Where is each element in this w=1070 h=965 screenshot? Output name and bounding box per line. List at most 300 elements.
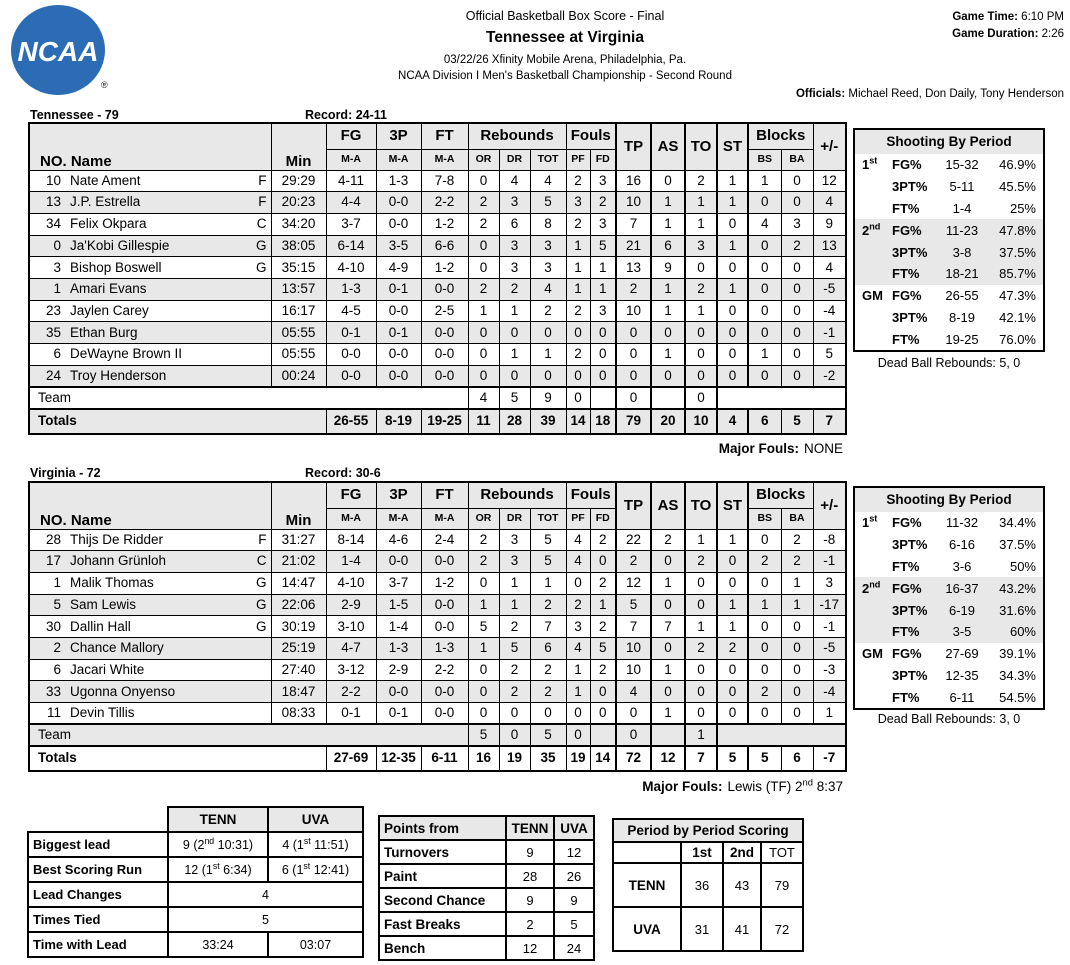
stat-min: 20:23 (271, 192, 326, 214)
player-position: F (258, 194, 267, 210)
stat-tot: 5 (530, 529, 566, 551)
totals-stat-tp: 79 (616, 409, 651, 434)
stat-ba: 2 (781, 551, 813, 573)
stat-pf: 3 (566, 192, 590, 214)
stat-ba: 0 (781, 365, 813, 387)
subheader-ba: BA (781, 508, 813, 529)
shooting-made-attempted: 3-8 (952, 244, 972, 260)
table-row (379, 912, 594, 936)
stat-min: 38:05 (271, 235, 326, 257)
stat-dr: 0 (499, 703, 530, 725)
subheader-tot: TOT (530, 508, 566, 529)
shooting-stat-label: FT% (892, 689, 920, 705)
shooting-title: Shooting By Period (855, 130, 1043, 154)
team-stat-pf: 0 (566, 387, 590, 409)
stat-pm: 9 (813, 213, 846, 235)
team-stat-fd (590, 724, 616, 746)
stat-dr: 2 (499, 278, 530, 300)
subheader-pf: PF (566, 149, 590, 170)
shooting-made-attempted: 15-32 (945, 157, 979, 173)
stat-or: 0 (468, 257, 499, 279)
stat-tot: 5 (530, 551, 566, 573)
totals-stat-tot: 35 (530, 746, 566, 771)
stat-ba: 0 (781, 637, 813, 659)
stat-fd: 3 (590, 300, 616, 322)
shooting-row (855, 285, 1043, 307)
stat-fd: 5 (590, 235, 616, 257)
shooting-percentage: 37.5% (999, 537, 1036, 553)
stat-ft: 2-2 (421, 659, 468, 681)
period-value-tot: 79 (761, 863, 803, 907)
shooting-percentage: 76.0% (999, 331, 1036, 347)
player-row (29, 235, 846, 257)
table-row (28, 832, 363, 857)
stat-st: 1 (717, 278, 748, 300)
table-row (613, 863, 803, 907)
period-value-2nd: 43 (723, 863, 761, 907)
points-tenn-value: 2 (506, 912, 554, 936)
shooting-row (855, 621, 1043, 643)
stat-to: 0 (685, 681, 717, 703)
table-row (379, 840, 594, 864)
stat-or: 1 (468, 594, 499, 616)
stat-pm: 13 (813, 235, 846, 257)
stat-st: 0 (717, 551, 748, 573)
virginia-box-table (28, 481, 847, 772)
lead-shared-value: 4 (168, 882, 363, 907)
shooting-made-attempted: 26-55 (945, 288, 979, 304)
shooting-stat-label: FG% (892, 157, 922, 173)
shooting-stat-label: FG% (892, 515, 922, 531)
stat-st: 1 (717, 529, 748, 551)
shooting-made-attempted: 8-19 (948, 309, 976, 325)
stat-tot: 5 (530, 192, 566, 214)
stat-bs: 4 (748, 213, 781, 235)
shooting-row (855, 556, 1043, 578)
stat-ft: 1-2 (421, 257, 468, 279)
stat-tp: 2 (616, 551, 651, 573)
shooting-made-attempted: 19-25 (945, 331, 979, 347)
team-stat-dr: 5 (499, 387, 530, 409)
player-position: G (255, 618, 267, 634)
stat-min: 25:19 (271, 637, 326, 659)
totals-row (29, 409, 846, 434)
col-header-fouls: Fouls (566, 482, 616, 508)
player-name-cell (29, 235, 271, 257)
stat-dr: 0 (499, 365, 530, 387)
points-from-title: Points from (379, 816, 506, 840)
stat-fg: 1-4 (326, 551, 376, 573)
player-row (29, 322, 846, 344)
team-row (29, 724, 846, 746)
subheader-fd: FD (590, 149, 616, 170)
shooting-made-attempted: 18-21 (945, 266, 979, 282)
stat-tp: 0 (616, 322, 651, 344)
stat-min: 05:55 (271, 344, 326, 366)
period-label: GM (862, 646, 883, 662)
shooting-percentage: 60% (1009, 624, 1036, 640)
col-header-rebounds: Rebounds (468, 123, 566, 149)
stat-tp: 21 (616, 235, 651, 257)
stat-min: 13:57 (271, 278, 326, 300)
lead-shared-value: 5 (168, 907, 363, 932)
stat-bs: 0 (748, 300, 781, 322)
stat-fd: 2 (590, 572, 616, 594)
stat-pm: -5 (813, 278, 846, 300)
player-name: Ja'Kobi Gillespie (70, 237, 170, 253)
col-header-3p: 3P (376, 123, 421, 149)
stat-fd: 5 (590, 637, 616, 659)
player-name: J.P. Estrella (70, 194, 141, 210)
col-header-no-name: NO. Name (29, 123, 271, 170)
stat-fd: 0 (590, 551, 616, 573)
stat-or: 0 (468, 344, 499, 366)
player-name-cell (29, 344, 271, 366)
period-value-1st: 31 (681, 907, 723, 951)
lead-stats-table (27, 806, 364, 958)
stat-to: 0 (685, 322, 717, 344)
stat-to: 1 (685, 300, 717, 322)
player-row (29, 594, 846, 616)
col-header-fg: FG (326, 482, 376, 508)
stat-as: 1 (651, 344, 685, 366)
player-row (29, 192, 846, 214)
tennessee-major-fouls (28, 441, 843, 456)
player-number: 11 (46, 705, 61, 720)
stat-to: 3 (685, 235, 717, 257)
stat-bs: 2 (748, 681, 781, 703)
player-name: Dallin Hall (70, 618, 131, 634)
stat-st: 1 (717, 594, 748, 616)
stat-st: 0 (717, 659, 748, 681)
stat-ba: 0 (781, 344, 813, 366)
stat-pf: 2 (566, 594, 590, 616)
period-col-1st: 1st (681, 842, 723, 863)
player-number: 30 (45, 618, 61, 634)
team-stat-to: 1 (685, 724, 717, 746)
stat-bs: 2 (748, 551, 781, 573)
stat-pm: -3 (813, 659, 846, 681)
stat-ft: 0-0 (421, 322, 468, 344)
totals-stat-or: 16 (468, 746, 499, 771)
stat-p3: 0-0 (376, 344, 421, 366)
stat-st: 2 (717, 637, 748, 659)
stat-tp: 13 (616, 257, 651, 279)
shooting-percentage: 54.5% (999, 689, 1036, 705)
stat-ft: 6-6 (421, 235, 468, 257)
stat-fd: 0 (590, 703, 616, 725)
player-position: G (255, 237, 267, 253)
totals-stat-bs: 6 (748, 409, 781, 434)
stat-tp: 2 (616, 278, 651, 300)
team-stat-tp: 0 (616, 724, 651, 746)
stat-pf: 3 (566, 616, 590, 638)
shooting-percentage: 47.8% (999, 222, 1036, 238)
stat-dr: 1 (499, 572, 530, 594)
stat-tot: 1 (530, 572, 566, 594)
stat-pf: 4 (566, 529, 590, 551)
stat-or: 0 (468, 322, 499, 344)
stat-or: 0 (468, 659, 499, 681)
stat-tot: 2 (530, 659, 566, 681)
player-row (29, 572, 846, 594)
table-row (379, 936, 594, 960)
stat-bs: 0 (748, 529, 781, 551)
player-name-cell (29, 192, 271, 214)
player-number: 6 (53, 346, 61, 362)
team-stat-dr: 0 (499, 724, 530, 746)
shooting-made-attempted: 5-11 (949, 179, 975, 195)
stat-to: 2 (685, 278, 717, 300)
player-row (29, 365, 846, 387)
stat-fd: 1 (590, 594, 616, 616)
stat-to: 0 (685, 257, 717, 279)
stat-tot: 0 (530, 322, 566, 344)
stat-or: 2 (468, 278, 499, 300)
team-stat-tot: 5 (530, 724, 566, 746)
stat-dr: 6 (499, 213, 530, 235)
player-name: Ugonna Onyenso (70, 683, 176, 699)
shooting-stat-label: FT% (892, 266, 920, 282)
totals-stat-pm: -7 (813, 746, 846, 771)
stat-pf: 4 (566, 637, 590, 659)
period-label: 1st (862, 156, 878, 173)
stat-tp: 10 (616, 300, 651, 322)
period-label: 2nd (862, 579, 881, 596)
totals-stat-dr: 19 (499, 746, 530, 771)
stat-bs: 0 (748, 235, 781, 257)
period-col-tot: TOT (761, 842, 803, 863)
stat-st: 1 (717, 192, 748, 214)
shooting-row (855, 599, 1043, 621)
player-name-cell (29, 681, 271, 703)
col-header-st: ST (717, 123, 748, 170)
col-header-min: Min (271, 123, 326, 170)
stat-dr: 2 (499, 681, 530, 703)
lead-tenn-value: 12 (1st 6:34) (168, 857, 268, 882)
stat-pm: -2 (813, 365, 846, 387)
stat-pm: 4 (813, 192, 846, 214)
col-header-plusminus: +/- (813, 123, 846, 170)
player-name-cell (29, 300, 271, 322)
blank-cell (28, 807, 168, 832)
stat-bs: 0 (748, 572, 781, 594)
stat-to: 0 (685, 365, 717, 387)
totals-stat-ba: 5 (781, 409, 813, 434)
stat-ft: 0-0 (421, 278, 468, 300)
player-position: F (258, 172, 267, 188)
stat-ba: 2 (781, 235, 813, 257)
player-name-cell (29, 170, 271, 192)
shooting-row (855, 577, 1043, 599)
shooting-stat-label: FG% (892, 288, 922, 304)
player-position: G (255, 575, 267, 591)
stat-fd: 2 (590, 192, 616, 214)
player-name-cell (29, 637, 271, 659)
stat-bs: 0 (748, 365, 781, 387)
stat-as: 0 (651, 551, 685, 573)
stat-dr: 1 (499, 300, 530, 322)
stat-fg: 3-10 (326, 616, 376, 638)
shooting-stat-label: FG% (892, 580, 922, 596)
points-row-label: Turnovers (379, 840, 506, 864)
stat-fg: 4-4 (326, 192, 376, 214)
stat-p3: 0-0 (376, 192, 421, 214)
stat-pm: 1 (813, 703, 846, 725)
shooting-stat-label: FG% (892, 222, 922, 238)
lead-tenn-value: 33:24 (168, 932, 268, 957)
player-name: Malik Thomas (70, 575, 154, 591)
game-duration-line (952, 26, 1064, 43)
shooting-stat-label: 3PT% (892, 667, 928, 683)
lead-uva-value: 4 (1st 11:51) (268, 832, 363, 857)
stat-fd: 1 (590, 278, 616, 300)
stat-as: 1 (651, 192, 685, 214)
stat-or: 1 (468, 637, 499, 659)
game-time-label: Game Time: (952, 11, 1018, 23)
shooting-percentage: 47.3% (999, 288, 1036, 304)
stat-fd: 3 (590, 170, 616, 192)
stat-min: 16:17 (271, 300, 326, 322)
col-header-plusminus: +/- (813, 482, 846, 529)
player-name: Johann Grünloh (70, 553, 167, 569)
totals-stat-fd: 14 (590, 746, 616, 771)
player-number: 2 (53, 640, 61, 656)
player-row (29, 529, 846, 551)
stat-to: 2 (685, 170, 717, 192)
stat-as: 9 (651, 257, 685, 279)
stat-min: 29:29 (271, 170, 326, 192)
ncaa-logo (8, 3, 112, 99)
stat-p3: 0-1 (376, 278, 421, 300)
points-tenn-value: 9 (506, 888, 554, 912)
lead-row-label: Lead Changes (28, 882, 168, 907)
table-row (28, 857, 363, 882)
officials-label: Officials: (795, 88, 846, 100)
shooting-stat-label: 3PT% (892, 179, 928, 195)
col-header-ft: FT (421, 123, 468, 149)
stat-tp: 16 (616, 170, 651, 192)
stat-as: 0 (651, 637, 685, 659)
col-header-fg: FG (326, 123, 376, 149)
stat-pm: 12 (813, 170, 846, 192)
stat-p3: 0-1 (376, 703, 421, 725)
stat-bs: 1 (748, 344, 781, 366)
player-row (29, 278, 846, 300)
player-name-cell (29, 365, 271, 387)
shooting-stat-label: FT% (892, 200, 920, 216)
player-name: Devin Tillis (70, 705, 135, 720)
stat-pm: -4 (813, 681, 846, 703)
period-label: GM (862, 288, 883, 304)
player-name: Thijs De Ridder (70, 531, 164, 547)
subheader-fg-ma: M-A (326, 149, 376, 170)
shooting-stat-label: 3PT% (892, 602, 928, 618)
stat-bs: 0 (748, 322, 781, 344)
totals-stat-tot: 39 (530, 409, 566, 434)
team-stat-pf: 0 (566, 724, 590, 746)
stat-tot: 1 (530, 344, 566, 366)
player-row (29, 637, 846, 659)
period-label: 1st (862, 514, 878, 531)
stat-or: 2 (468, 551, 499, 573)
col-header-3p: 3P (376, 482, 421, 508)
virginia-team-label: Virginia - 72 (30, 466, 101, 480)
totals-stat-ft: 19-25 (421, 409, 468, 434)
stat-as: 1 (651, 213, 685, 235)
team-stat-tot: 9 (530, 387, 566, 409)
shooting-stat-label: FT% (892, 331, 920, 347)
stat-min: 00:24 (271, 365, 326, 387)
header-center (255, 9, 875, 82)
totals-stat-as: 12 (651, 746, 685, 771)
totals-stat-ft: 6-11 (421, 746, 468, 771)
stat-fg: 4-10 (326, 257, 376, 279)
totals-stat-p3: 12-35 (376, 746, 421, 771)
stat-or: 0 (468, 572, 499, 594)
player-number: 35 (45, 324, 61, 340)
period-row-label: UVA (613, 907, 681, 951)
period-value-tot: 72 (761, 907, 803, 951)
totals-stat-to: 10 (685, 409, 717, 434)
subheader-3p-ma: M-A (376, 149, 421, 170)
col-header-no-name: NO. Name (29, 482, 271, 529)
stat-to: 0 (685, 344, 717, 366)
shooting-made-attempted: 11-32 (945, 515, 979, 531)
stat-tot: 6 (530, 637, 566, 659)
lead-row-label: Time with Lead (28, 932, 168, 957)
subheader-pf: PF (566, 508, 590, 529)
stat-fd: 1 (590, 257, 616, 279)
shooting-stat-label: FG% (892, 646, 922, 662)
table-row (28, 932, 363, 957)
stat-as: 1 (651, 703, 685, 725)
table-row (379, 888, 594, 912)
stat-p3: 0-0 (376, 213, 421, 235)
player-position: F (258, 531, 267, 547)
stat-fd: 2 (590, 616, 616, 638)
shooting-percentage: 43.2% (999, 580, 1036, 596)
points-tenn-value: 12 (506, 936, 554, 960)
stat-or: 0 (468, 235, 499, 257)
team-stat-to: 0 (685, 387, 717, 409)
stat-pf: 2 (566, 344, 590, 366)
points-row-label: Paint (379, 864, 506, 888)
stat-tp: 5 (616, 594, 651, 616)
stat-tp: 0 (616, 365, 651, 387)
shooting-percentage: 46.9% (999, 157, 1036, 173)
stat-to: 0 (685, 703, 717, 725)
stat-or: 2 (468, 529, 499, 551)
player-name: Ethan Burg (70, 324, 138, 340)
player-name-cell (29, 322, 271, 344)
stat-fg: 2-9 (326, 594, 376, 616)
shooting-percentage: 31.6% (999, 602, 1036, 618)
player-name-cell (29, 213, 271, 235)
stat-min: 18:47 (271, 681, 326, 703)
stat-p3: 0-0 (376, 551, 421, 573)
stat-dr: 3 (499, 551, 530, 573)
stat-bs: 0 (748, 192, 781, 214)
stat-ba: 0 (781, 703, 813, 725)
player-number: 1 (53, 281, 61, 297)
stat-bs: 1 (748, 170, 781, 192)
stat-as: 1 (651, 278, 685, 300)
stat-or: 5 (468, 616, 499, 638)
empty-cell (717, 387, 846, 409)
shooting-row (855, 176, 1043, 198)
stat-dr: 3 (499, 235, 530, 257)
